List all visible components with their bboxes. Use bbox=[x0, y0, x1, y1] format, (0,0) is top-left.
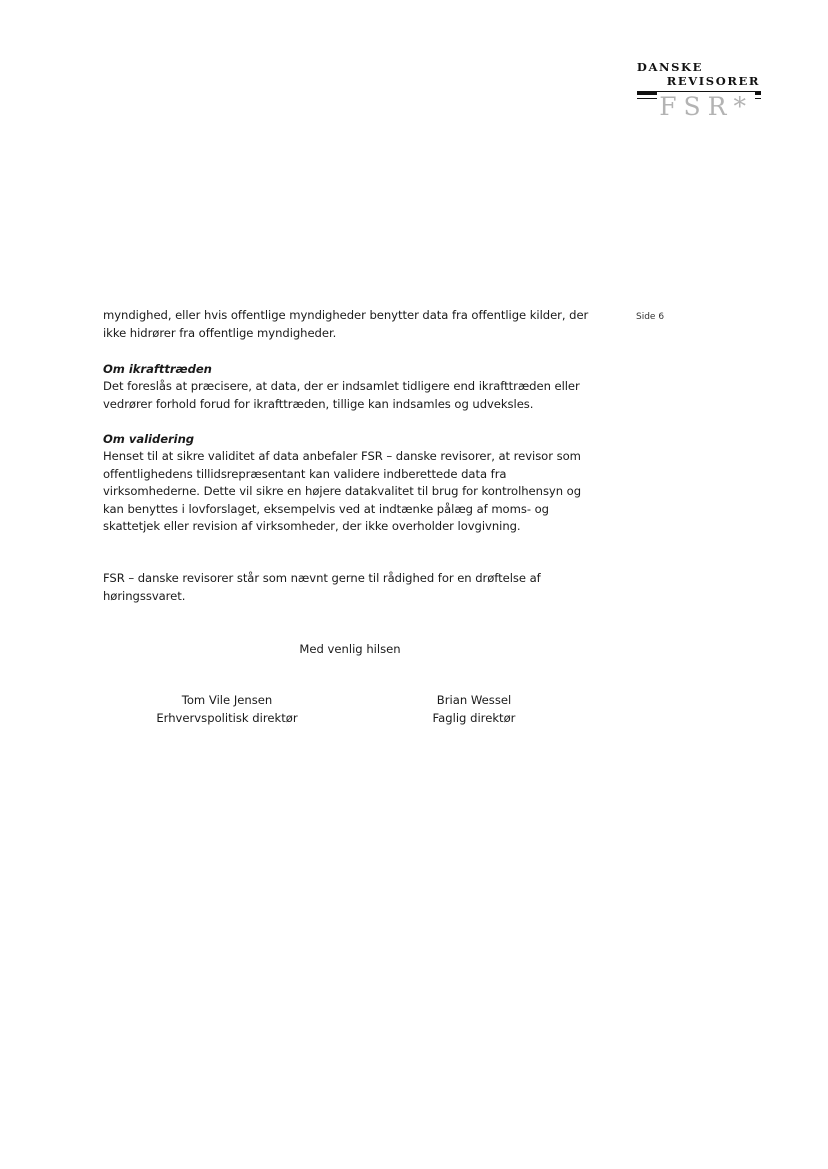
signatory-name: Brian Wessel bbox=[436, 693, 512, 707]
signatory-title: Faglig direktør bbox=[432, 711, 516, 725]
fsr-logo bbox=[600, 56, 765, 126]
signatory-title: Erhvervspolitisk direktør bbox=[156, 711, 298, 725]
signatory-2 bbox=[374, 691, 574, 727]
heading-ikrafttraeden: Om ikrafttræden bbox=[103, 362, 212, 376]
page-number: Side 6 bbox=[636, 312, 665, 322]
paragraph-validering: Henset til at sikre validitet af data anbefaler FSR – danske revisorer, at revisor som offentlighedens tillidsrepræsentant kan validere indberettede data fra virksomhederne. Dette vil sikre en højere datakvalitet til brug for kontrolhensyn og kan benyttes i lovforslaget, eksempelvis ved at indtænke pålæg af moms- og skattetjek eller revision af virksomheder, der ikke overholder lovgivning. bbox=[103, 449, 582, 533]
logo-mark: FSR* bbox=[659, 92, 753, 121]
logo-text-danske: DANSKE bbox=[636, 60, 703, 74]
greeting: Med venlig hilsen bbox=[299, 642, 401, 656]
signatory-1 bbox=[127, 691, 327, 727]
continuation-paragraph: myndighed, eller hvis offentlige myndigheder benytter data fra offentlige kilder, der ikke hidrører fra offentlige myndigheder. bbox=[103, 308, 589, 340]
signatory-name: Tom Vile Jensen bbox=[181, 693, 273, 707]
heading-validering: Om validering bbox=[103, 432, 195, 446]
logo-text-revisorer: REVISORER bbox=[666, 74, 760, 88]
paragraph-ikrafttraeden: Det foreslås at præcisere, at data, der er indsamlet tidligere end ikrafttræden eller vedrører forhold forud for ikrafttræden, tillige kan indsamles og udveksles. bbox=[103, 379, 580, 411]
closing-paragraph: FSR – danske revisorer står som nævnt gerne til rådighed for en drøftelse af høringssvaret. bbox=[103, 571, 541, 603]
